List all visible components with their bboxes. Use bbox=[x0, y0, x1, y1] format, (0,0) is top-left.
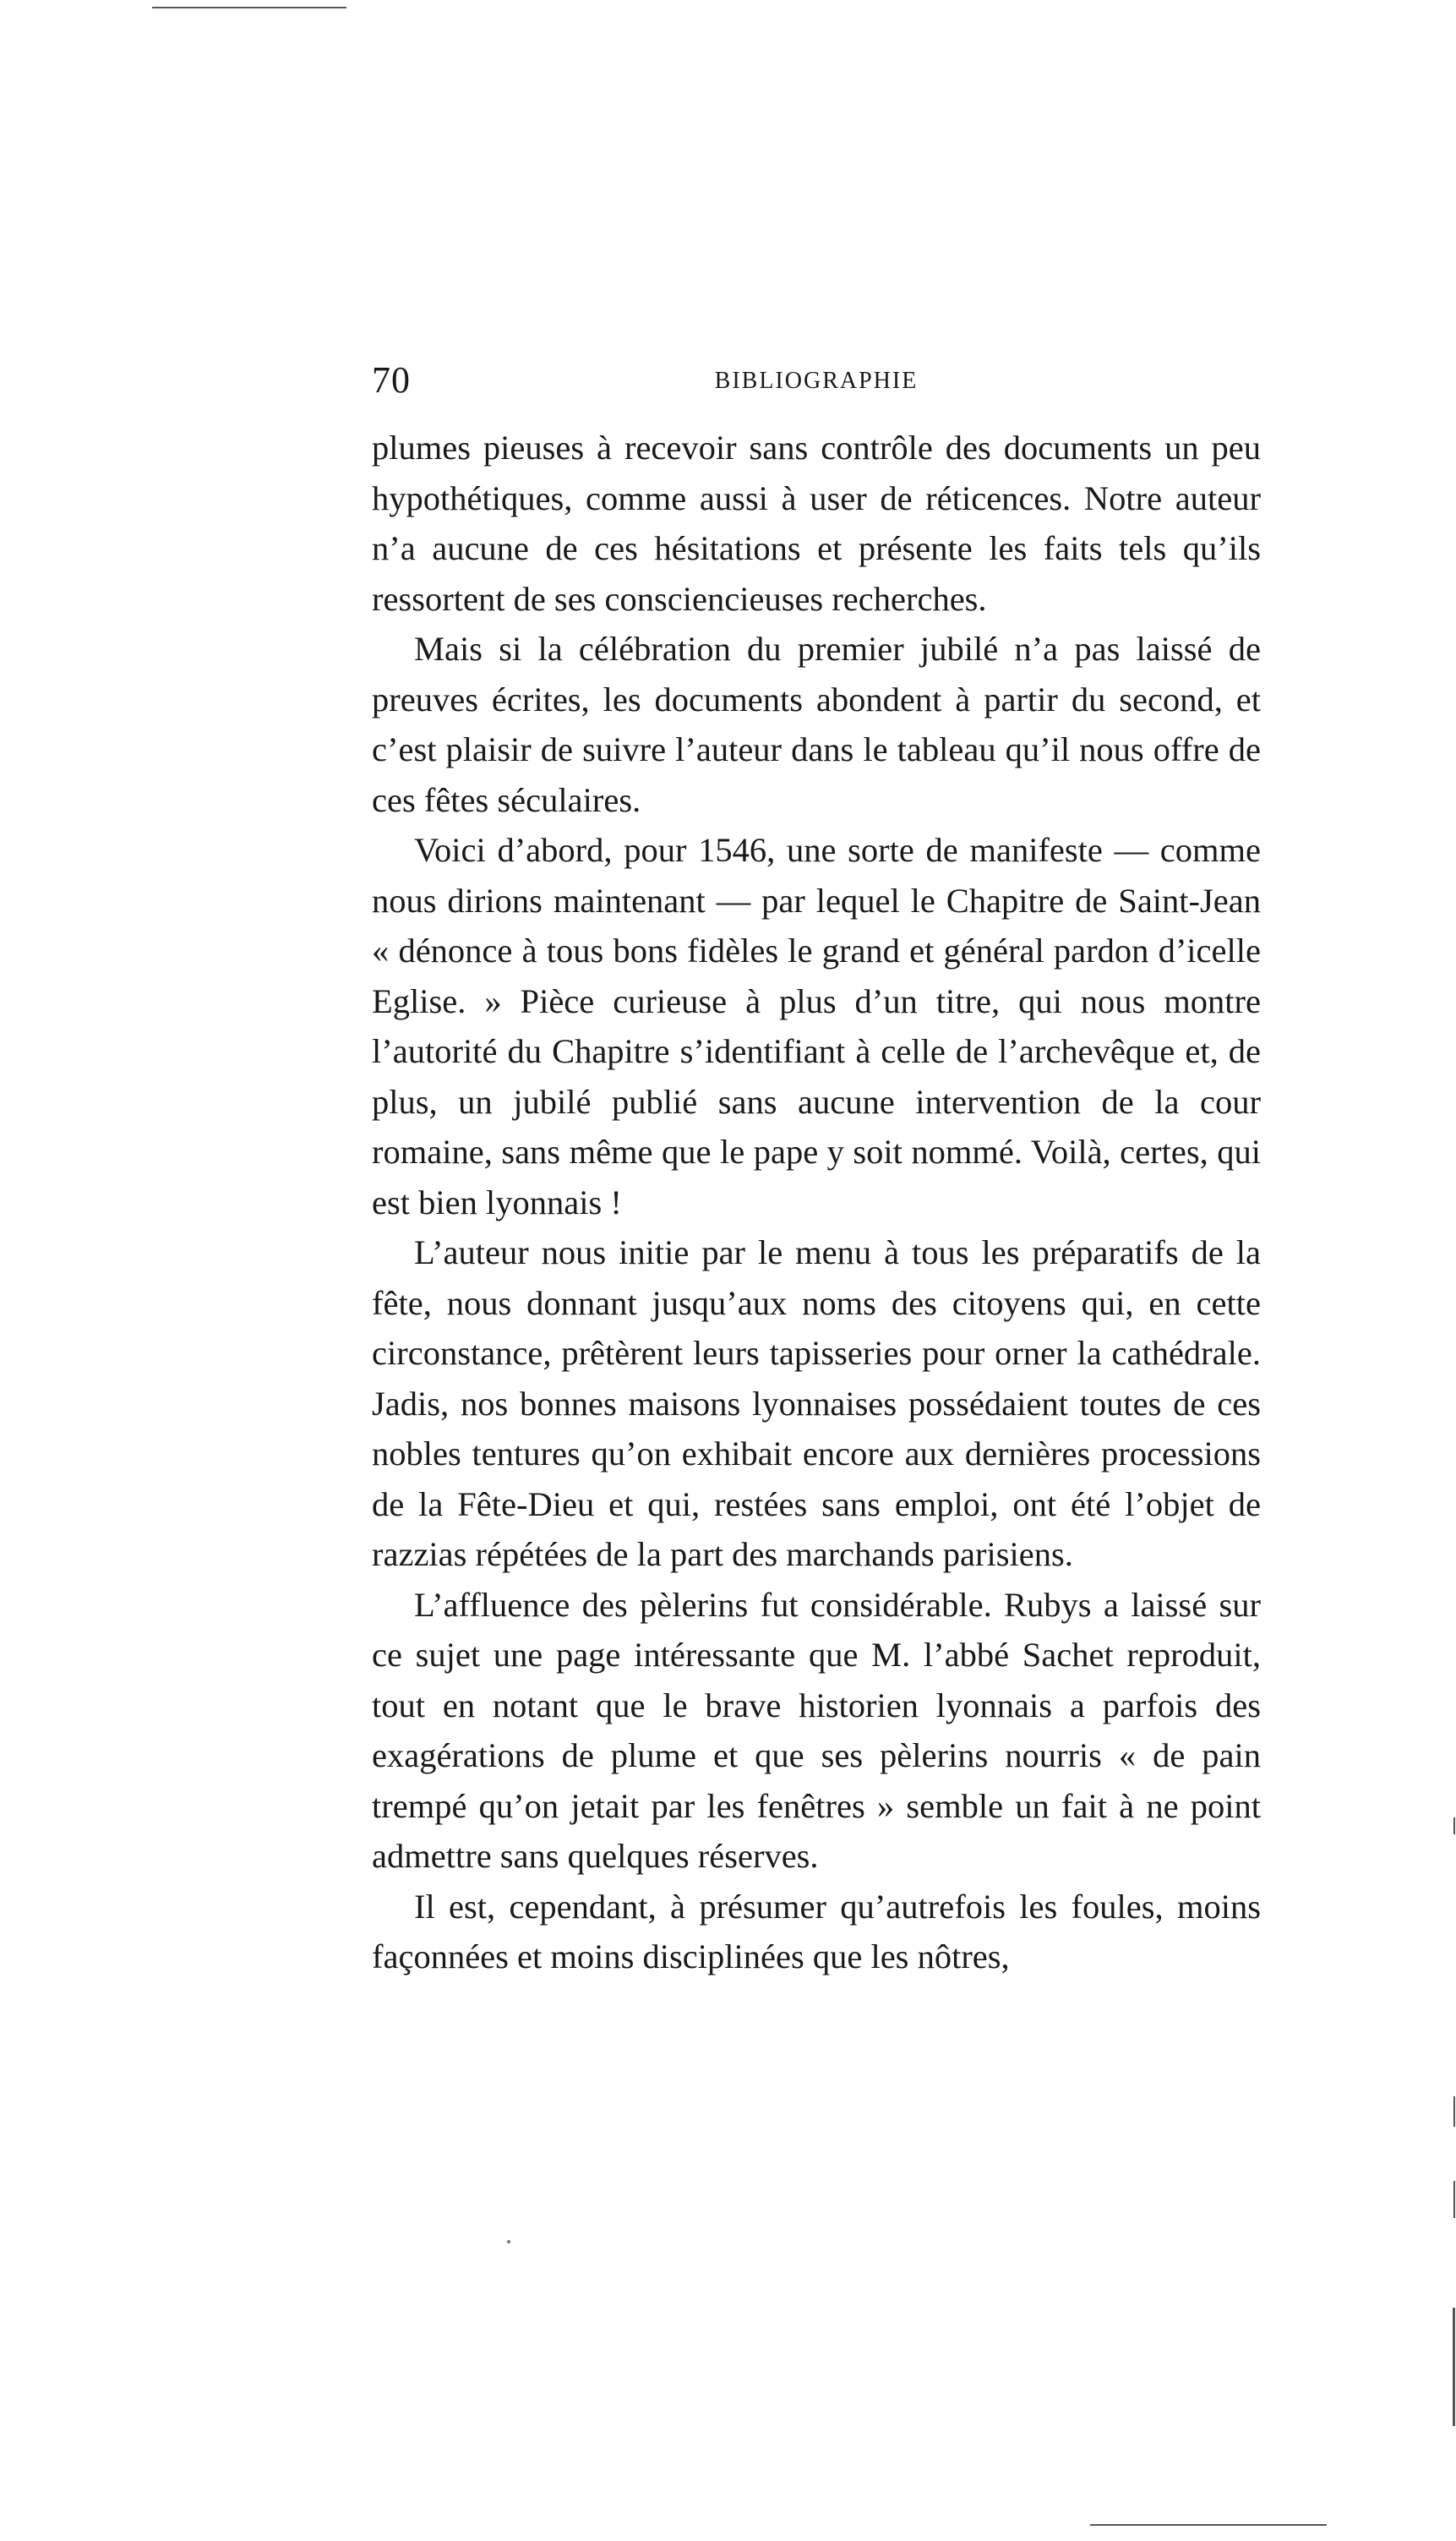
scan-edge-mark-right-3 bbox=[1453, 2181, 1455, 2218]
paragraph-6: Il est, cependant, à présumer qu’autrefois les foules, moins façonnées et moins disciplinées que les nôtres, bbox=[372, 1887, 1261, 1975]
body-text bbox=[372, 423, 1261, 1982]
scan-edge-mark-right-1 bbox=[1453, 1817, 1455, 1834]
running-head: BIBLIOGRAPHIE bbox=[714, 368, 919, 394]
scan-edge-mark-right-2 bbox=[1453, 2096, 1455, 2127]
paragraph-4: L’auteur nous initie par le menu à tous les préparatifs de la fête, nous donnant jusqu’aux noms des citoyens qui, en cette circonstance, prêtèrent leurs tapisseries pour orner la cathédrale. Jadis, nos bonnes maisons lyonnaises possédaient toutes de ces nobles tentures qu’on exhibait encore aux dernières processions de la Fête-Dieu et qui, restées sans emploi, ont été l’objet de razzias répétées de la part des marchands parisiens. bbox=[372, 1233, 1261, 1573]
page-header bbox=[372, 355, 1261, 406]
page-number: 70 bbox=[372, 359, 411, 401]
scan-edge-mark-right-4 bbox=[1453, 2308, 1455, 2426]
scan-edge-line-top bbox=[152, 7, 346, 8]
paragraph-1: plumes pieuses à recevoir sans contrôle des documents un peu hypothétiques, comme aussi à user de réticences. Notre auteur n’a aucune de ces hésitations et présente les faits tels qu’ils ressortent de ses consciencieuses recherches. bbox=[372, 429, 1261, 618]
paragraph-2: Mais si la célébration du premier jubilé n’a pas laissé de preuves écrites, les documents abondent à partir du second, et c’est plaisir de suivre l’auteur dans le tableau qu’il nous offre de ces fêtes séculaires. bbox=[372, 630, 1261, 819]
scan-speck bbox=[507, 2240, 510, 2243]
scan-edge-line-bottom bbox=[1090, 2524, 1327, 2526]
paragraph-5: L’affluence des pèlerins fut considérable. Rubys a laissé sur ce sujet une page intéressante que M. l’abbé Sachet reproduit, tout en notant que le brave historien lyonnais a parfois des exagérations de plume et que ses pèlerins nourris « de pain trempé qu’on jetait par les fenêtres » semble un fait à ne point admettre sans quelques réserves. bbox=[372, 1585, 1261, 1875]
paragraph-3: Voici d’abord, pour 1546, une sorte de manifeste — comme nous dirions maintenant — par lequel le Chapitre de Saint-Jean « dénonce à tous bons fidèles le grand et général pardon d’icelle Eglise. » Pièce curieuse à plus d’un titre, qui nous montre l’autorité du Chapitre s’identifiant à celle de l’archevêque et, de plus, un jubilé publié sans aucune intervention de la cour romaine, sans même que le pape y soit nommé. Voilà, certes, qui est bien lyonnais ! bbox=[372, 831, 1261, 1221]
